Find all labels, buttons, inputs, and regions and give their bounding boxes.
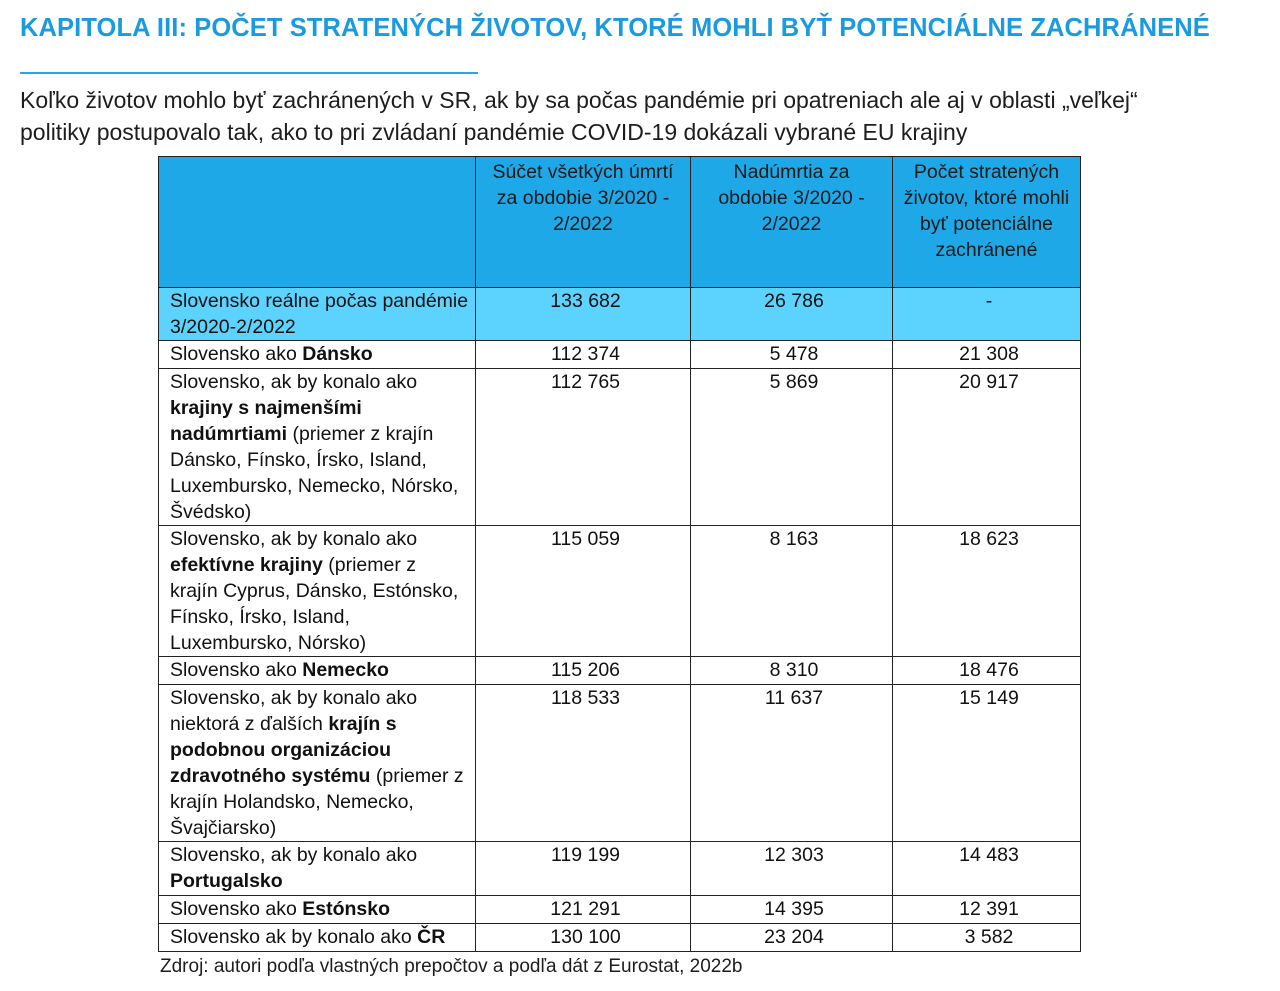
lost-lives-cell: 21 308 [893, 341, 1081, 369]
header-lost-lives: Počet stratených životov, ktoré mohli byť potenciálne zachránené [893, 157, 1081, 288]
excess-deaths-cell: 14 395 [691, 896, 893, 924]
excess-deaths-cell: 12 303 [691, 842, 893, 896]
total-deaths-cell: 115 206 [476, 657, 691, 685]
row-label-text: Slovensko, ak by konalo ako [170, 528, 418, 550]
lost-lives-cell: 15 149 [893, 685, 1081, 842]
excess-deaths-cell: 23 204 [691, 924, 893, 952]
lost-lives-cell: 3 582 [893, 924, 1081, 952]
header-excess-deaths: Nadúmrtia za obdobie 3/2020 - 2/2022 [691, 157, 893, 288]
lost-lives-cell: 18 623 [893, 526, 1081, 657]
intro-paragraph [20, 84, 1270, 145]
row-label-emphasis: Portugalsko [170, 870, 283, 892]
row-label [159, 685, 476, 842]
total-deaths-cell: 112 374 [476, 341, 691, 369]
lives-lost-table [158, 156, 1081, 952]
table-row [159, 924, 1081, 952]
row-label-text: Slovensko ako [170, 659, 303, 681]
row-label-emphasis: krajín s podobnou organizáciou zdravotného systému [170, 713, 397, 787]
table-row [159, 369, 1081, 526]
total-deaths-cell: 118 533 [476, 685, 691, 842]
lost-lives-cell: 14 483 [893, 842, 1081, 896]
lost-lives-cell: - [893, 288, 1081, 341]
row-label [159, 896, 476, 924]
total-deaths-cell: 115 059 [476, 526, 691, 657]
total-deaths-cell: 133 682 [476, 288, 691, 341]
lost-lives-cell: 18 476 [893, 657, 1081, 685]
header-total-deaths: Súčet všetkých úmrtí za obdobie 3/2020 - 2/2022 [476, 157, 691, 288]
row-label [159, 341, 476, 369]
total-deaths-cell: 112 765 [476, 369, 691, 526]
table-header-row [159, 157, 1081, 288]
intro-line-2: politiky postupovalo tak, ako to pri zvládaní pandémie COVID-19 dokázali vybrané EU krajiny [20, 119, 968, 145]
table-row [159, 341, 1081, 369]
row-label-emphasis: Dánsko [302, 343, 373, 365]
excess-deaths-cell: 8 163 [691, 526, 893, 657]
row-label [159, 842, 476, 896]
lost-lives-cell: 20 917 [893, 369, 1081, 526]
table-row [159, 842, 1081, 896]
row-label [159, 924, 476, 952]
row-label-emphasis: krajiny s najmenšími nadúmrtiami [170, 397, 362, 445]
total-deaths-cell: 121 291 [476, 896, 691, 924]
total-deaths-cell: 130 100 [476, 924, 691, 952]
total-deaths-cell: 119 199 [476, 842, 691, 896]
excess-deaths-cell: 26 786 [691, 288, 893, 341]
table-row [159, 657, 1081, 685]
row-label-emphasis: Nemecko [302, 659, 389, 681]
row-label-text: Slovensko ak by konalo ako [170, 926, 418, 948]
row-label-text: Slovensko, ak by konalo ako niektorá z ďalších [170, 687, 418, 735]
excess-deaths-cell: 8 310 [691, 657, 893, 685]
row-label [159, 288, 476, 341]
excess-deaths-cell: 5 478 [691, 341, 893, 369]
table-row [159, 896, 1081, 924]
row-label-emphasis: ČR [417, 926, 446, 948]
header-empty [159, 157, 476, 288]
row-label-detail: (priemer z krajín Holandsko, Nemecko, Švajčiarsko) [170, 765, 464, 839]
row-label-emphasis: efektívne krajiny [170, 554, 323, 576]
table-row [159, 526, 1081, 657]
chapter-title: KAPITOLA III: POČET STRATENÝCH ŽIVOTOV, KTORÉ MOHLI BYŤ POTENCIÁLNE ZACHRÁNENÉ [20, 14, 1210, 42]
row-label-emphasis: Estónsko [302, 898, 391, 920]
table-row [159, 288, 1081, 341]
row-label-detail: (priemer z krajín Cyprus, Dánsko, Estónsko, Fínsko, Írsko, Island, Luxembursko, Nórsko) [170, 554, 459, 654]
row-label-text: Slovensko ako [170, 898, 303, 920]
row-label-text: Slovensko reálne počas pandémie 3/2020-2/2022 [170, 290, 469, 338]
intro-line-1: Koľko životov mohlo byť zachránených v SR, ak by sa počas pandémie pri opatreniach ale aj v oblasti „veľkej“ [20, 87, 1138, 113]
row-label-text: Slovensko, ak by konalo ako [170, 371, 418, 393]
intro-clip [0, 0, 1280, 145]
row-label-text: Slovensko ako [170, 343, 303, 365]
excess-deaths-cell: 5 869 [691, 369, 893, 526]
row-label [159, 526, 476, 657]
excess-deaths-cell: 11 637 [691, 685, 893, 842]
table-body [159, 288, 1081, 952]
row-label [159, 369, 476, 526]
source-note: Zdroj: autori podľa vlastných prepočtov a podľa dát z Eurostat, 2022b [160, 956, 743, 977]
table-row [159, 685, 1081, 842]
row-label-text: Slovensko, ak by konalo ako [170, 844, 418, 866]
lost-lives-cell: 12 391 [893, 896, 1081, 924]
row-label-detail: (priemer z krajín Dánsko, Fínsko, Írsko, Island, Luxembursko, Nemecko, Nórsko, Švédsko) [170, 423, 459, 523]
row-label [159, 657, 476, 685]
